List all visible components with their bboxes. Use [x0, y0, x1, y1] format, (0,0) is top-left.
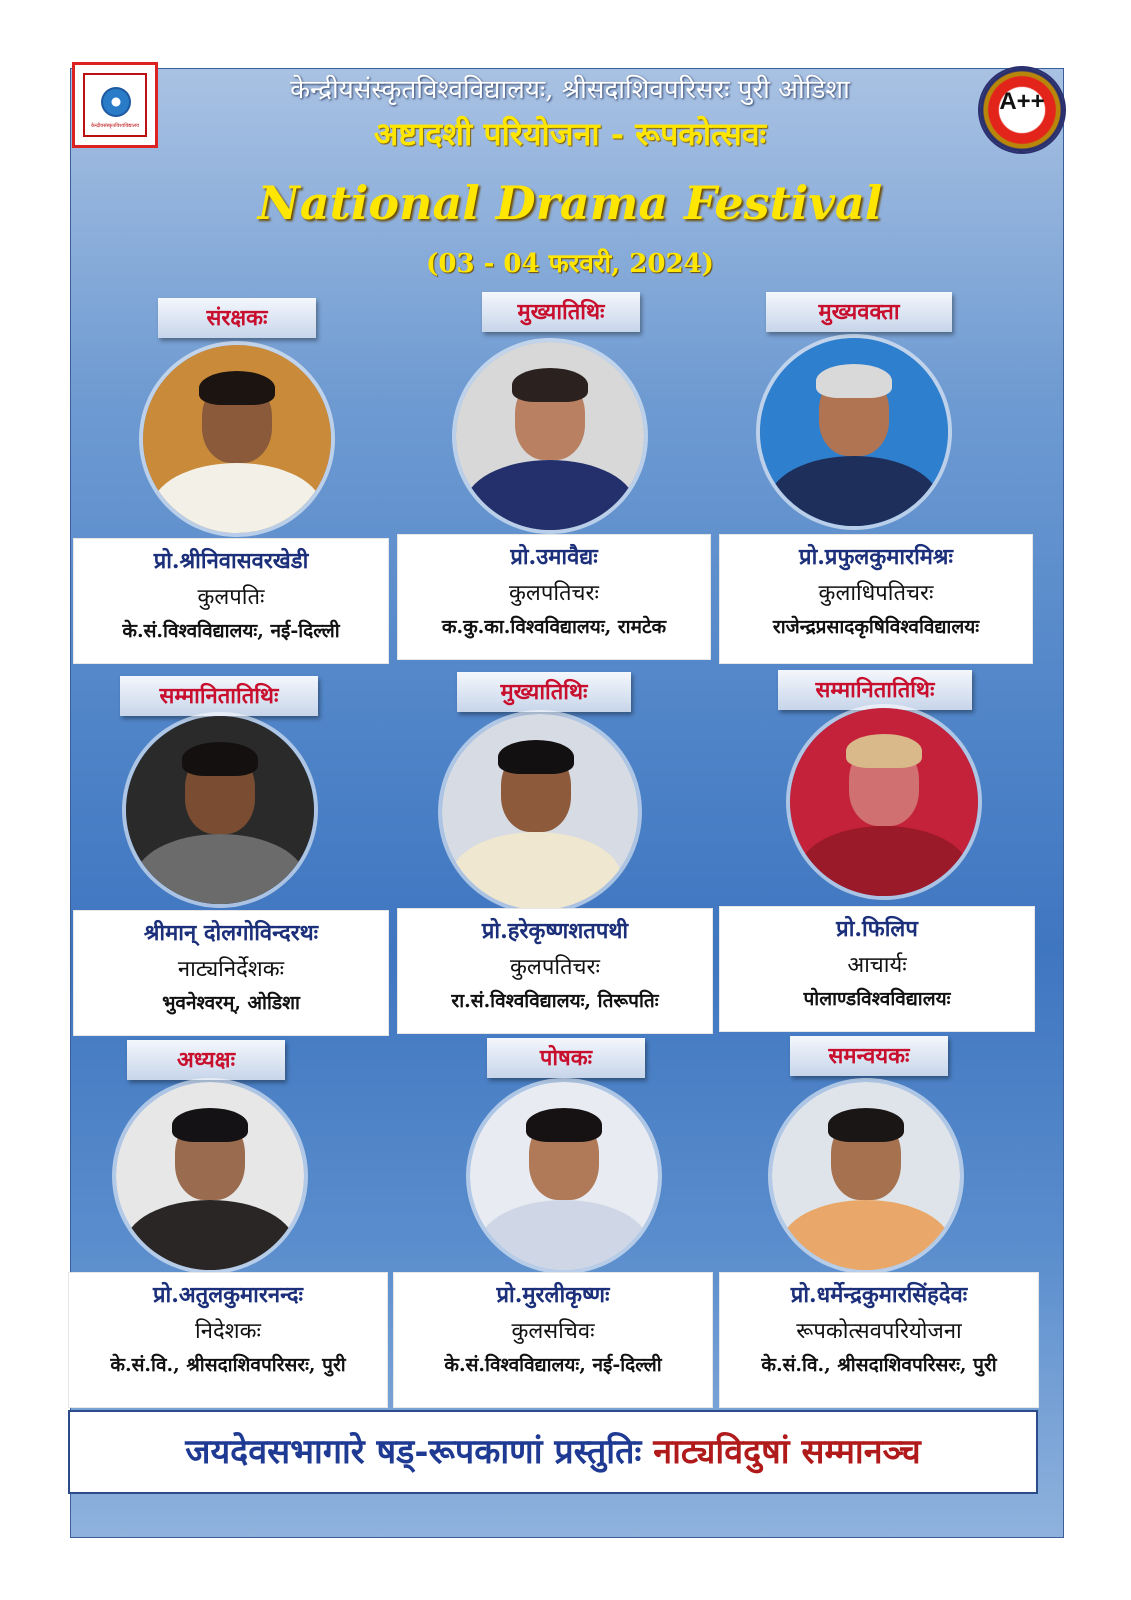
role-label: पोषकः [487, 1038, 645, 1078]
role-label: समन्वयकः [790, 1036, 948, 1076]
person-designation: कुलपतिः [197, 585, 265, 610]
person-card [397, 534, 711, 660]
role-label: सम्मानितातिथिः [778, 670, 972, 710]
role-label: सम्मानितातिथिः [120, 676, 318, 716]
photo-hair [172, 1108, 248, 1142]
person-place: भुवनेश्वरम्, ओडिशा [162, 992, 300, 1014]
person-name: प्रो.धर्मेन्द्रकुमारसिंहदेवः [790, 1282, 968, 1308]
person-name: प्रो.प्रफुलकुमारमिश्रः [799, 544, 953, 570]
person-designation: नाट्यनिर्देशकः [177, 957, 285, 982]
person-photo [126, 716, 314, 904]
person-photo [116, 1082, 304, 1270]
person-place: पोलाण्डविश्वविद्यालयः [803, 988, 951, 1010]
person-place: के.सं.विश्वविद्यालयः, नई-दिल्ली [444, 1354, 662, 1376]
person-photo [143, 345, 331, 533]
footer-text-honour: नाट्यविदुषां सम्मानञ्च [653, 1432, 921, 1472]
person-photo [442, 714, 638, 910]
person-designation: कुलाधिपतिचरः [818, 581, 934, 606]
person-name: प्रो.मुरलीकृष्णः [496, 1282, 610, 1308]
person-designation: आचार्यः [847, 953, 907, 978]
person-name: श्रीमान् दोलगोविन्दरथः [143, 920, 319, 946]
person-photo [470, 1082, 658, 1270]
person-name: प्रो.हरेकृष्णशतपथी [481, 918, 629, 944]
person-designation: कुलसचिवः [511, 1319, 595, 1344]
photo-hair [816, 364, 892, 398]
person-name: प्रो.उमावैद्यः [510, 544, 598, 570]
person-card [719, 534, 1033, 664]
person-card [73, 538, 389, 664]
role-label: अध्यक्षः [127, 1040, 285, 1080]
photo-hair [182, 742, 258, 776]
person-place: क.कु.का.विश्वविद्यालयः, रामटेक [441, 616, 667, 638]
photo-hair [846, 734, 922, 768]
person-card [73, 910, 389, 1036]
role-label: मुख्यातिथिः [482, 292, 640, 332]
photo-hair [526, 1108, 602, 1142]
role-label: संरक्षकः [158, 298, 316, 338]
footer-text-presentation: जयदेवसभागारे षड्-रूपकाणां प्रस्तुतिः [185, 1432, 642, 1472]
festival-dates: (03 - 04 फरवरी, 2024) [426, 249, 714, 279]
project-title: अष्टादशी परियोजना - रूपकोत्सवः [373, 115, 767, 153]
person-place: के.सं.विश्वविद्यालयः, नई-दिल्ली [122, 620, 340, 642]
person-photo [772, 1082, 960, 1270]
role-label: मुख्यातिथिः [457, 672, 631, 712]
person-designation: कुलपतिचरः [509, 581, 599, 606]
photo-hair [498, 740, 574, 774]
logo-frame [83, 73, 147, 137]
lotus-emblem-icon [101, 87, 131, 117]
photo-hair [512, 368, 588, 402]
logo-caption: केन्द्रीयसंस्कृतविश्वविद्यालय [90, 123, 140, 129]
naac-label: NAAC [1007, 120, 1037, 131]
footer-banner [68, 1410, 1038, 1494]
person-card [393, 1272, 713, 1408]
photo-hair [199, 371, 275, 405]
person-card [719, 1272, 1039, 1408]
person-designation: कुलपतिचरः [510, 955, 600, 980]
person-card [397, 908, 713, 1034]
person-photo [790, 708, 978, 896]
person-place: के.सं.वि., श्रीसदाशिवपरिसरः, पुरी [761, 1354, 997, 1376]
person-name: प्रो.अतुलकुमारनन्दः [152, 1282, 304, 1308]
university-name: केन्द्रीयसंस्कृतविश्वविद्यालयः, श्रीसदाशिवपरिसरः पुरी ओडिशा [290, 75, 850, 105]
person-place: राजेन्द्रप्रसादकृषिविश्वविद्यालयः [772, 616, 980, 638]
person-card [719, 906, 1035, 1032]
person-place: रा.सं.विश्वविद्यालयः, तिरूपतिः [451, 990, 659, 1012]
person-name: प्रो.श्रीनिवासवरखेडी [153, 548, 309, 574]
person-designation: रूपकोत्सवपरियोजना [796, 1319, 962, 1344]
person-designation: निदेशकः [195, 1319, 261, 1344]
university-logo [72, 62, 158, 148]
photo-hair [828, 1108, 904, 1142]
person-place: के.सं.वि., श्रीसदाशिवपरिसरः, पुरी [110, 1354, 346, 1376]
naac-badge [980, 68, 1064, 152]
role-label: मुख्यवक्ता [766, 292, 952, 332]
naac-grade: A++ [999, 88, 1045, 115]
person-photo [760, 338, 948, 526]
festival-title: National Drama Festival [257, 176, 883, 230]
person-photo [456, 342, 644, 530]
person-name: प्रो.फिलिप [836, 916, 918, 942]
person-card [68, 1272, 388, 1408]
